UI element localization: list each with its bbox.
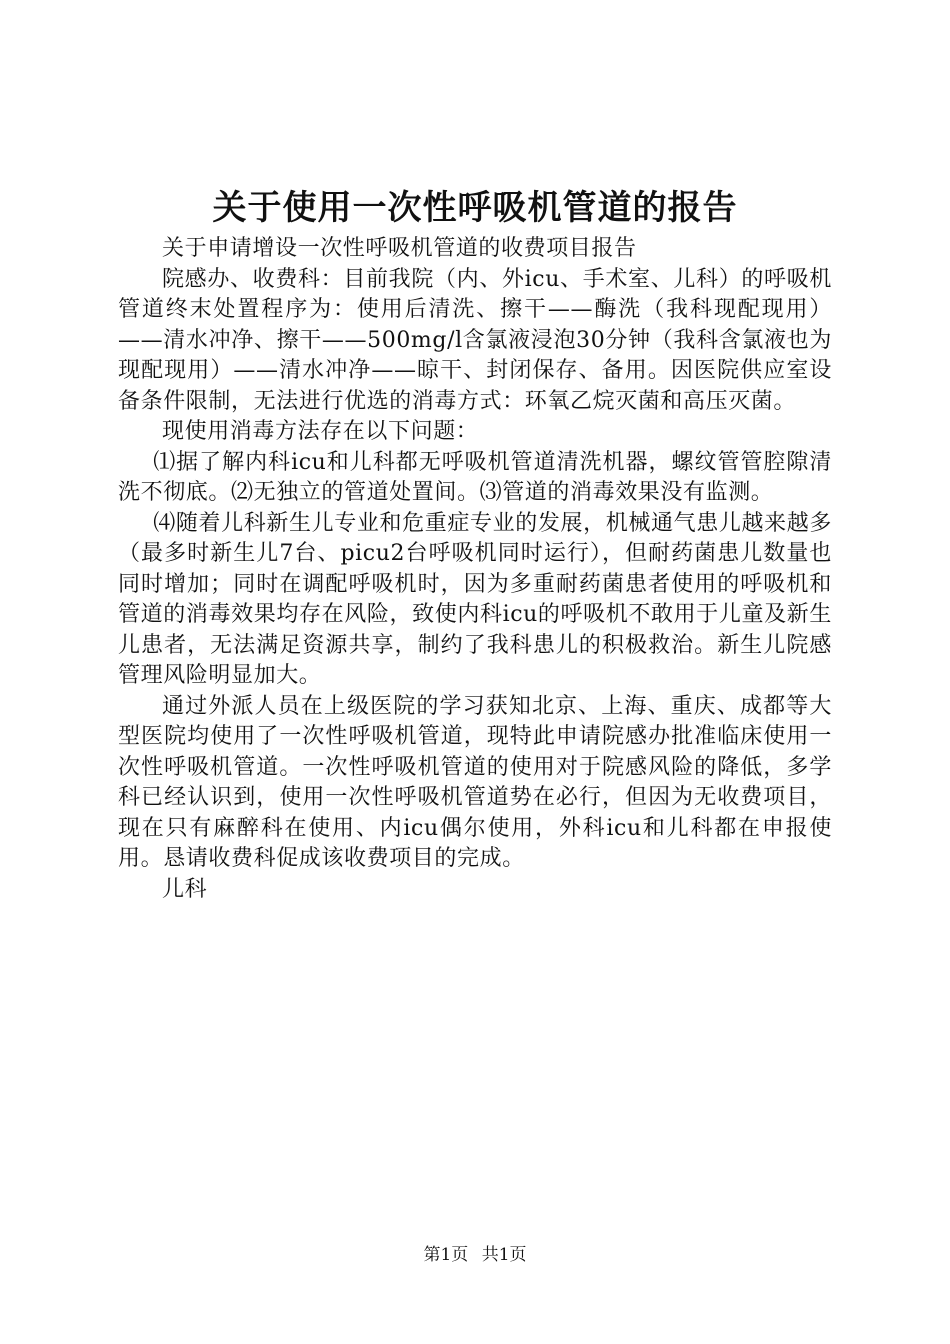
body-paragraph: 通过外派人员在上级医院的学习获知北京、上海、重庆、成都等大型医院均使用了一次性呼吸机管道，现特此申请院感办批准临床使用一次性呼吸机管道。一次性呼吸机管道的使用对于院感风险的降低，多学科已经认识到，使用一次性呼吸机管道势在必行，但因为无收费项目，现在只有麻醉科在使用、内icu偶尔使用，外科icu和儿科都在申报使用。恳请收费科促成该收费项目的完成。 bbox=[118, 693, 832, 871]
body-paragraph: ⑴据了解内科icu和儿科都无呼吸机管道清洗机器，螺纹管管腔隙清洗不彻底。⑵无独立的管道处置间。⑶管道的消毒效果没有监测。 bbox=[118, 449, 832, 505]
body-paragraph: ⑷随着儿科新生儿专业和危重症专业的发展，机械通气患儿越来越多（最多时新生儿7台、picu2台呼吸机同时运行），但耐药菌患儿数量也同时增加；同时在调配呼吸机时，因为多重耐药菌患者使用的呼吸机和管道的消毒效果均存在风险，致使内科icu的呼吸机不敢用于儿童及新生儿患者，无法满足资源共享，制约了我科患儿的积极救治。新生儿院感管理风险明显加大。 bbox=[118, 510, 832, 688]
subtitle-paragraph: 关于申请增设一次性呼吸机管道的收费项目报告 bbox=[162, 236, 637, 261]
document-body bbox=[118, 234, 832, 905]
page-number: 第1页 bbox=[423, 1245, 469, 1265]
page-total: 共1页 bbox=[481, 1245, 527, 1265]
signature-paragraph: 儿科 bbox=[162, 876, 208, 902]
page-footer bbox=[0, 1243, 950, 1267]
body-paragraph: 现使用消毒方法存在以下问题： bbox=[162, 419, 479, 444]
body-paragraph: 院感办、收费科：目前我院（内、外icu、手术室、儿科）的呼吸机管道终末处置程序为：使用后清洗、擦干——酶洗（我科现配现用）——清水冲净、擦干——500mg/l含氯液浸泡30分钟（我科含氯液也为现配现用）——清水冲净——晾干、封闭保存、备用。因医院供应室设备条件限制，无法进行优选的消毒方式：环氧乙烷灭菌和高压灭菌。 bbox=[118, 266, 832, 414]
document-title: 关于使用一次性呼吸机管道的报告 bbox=[212, 188, 738, 228]
